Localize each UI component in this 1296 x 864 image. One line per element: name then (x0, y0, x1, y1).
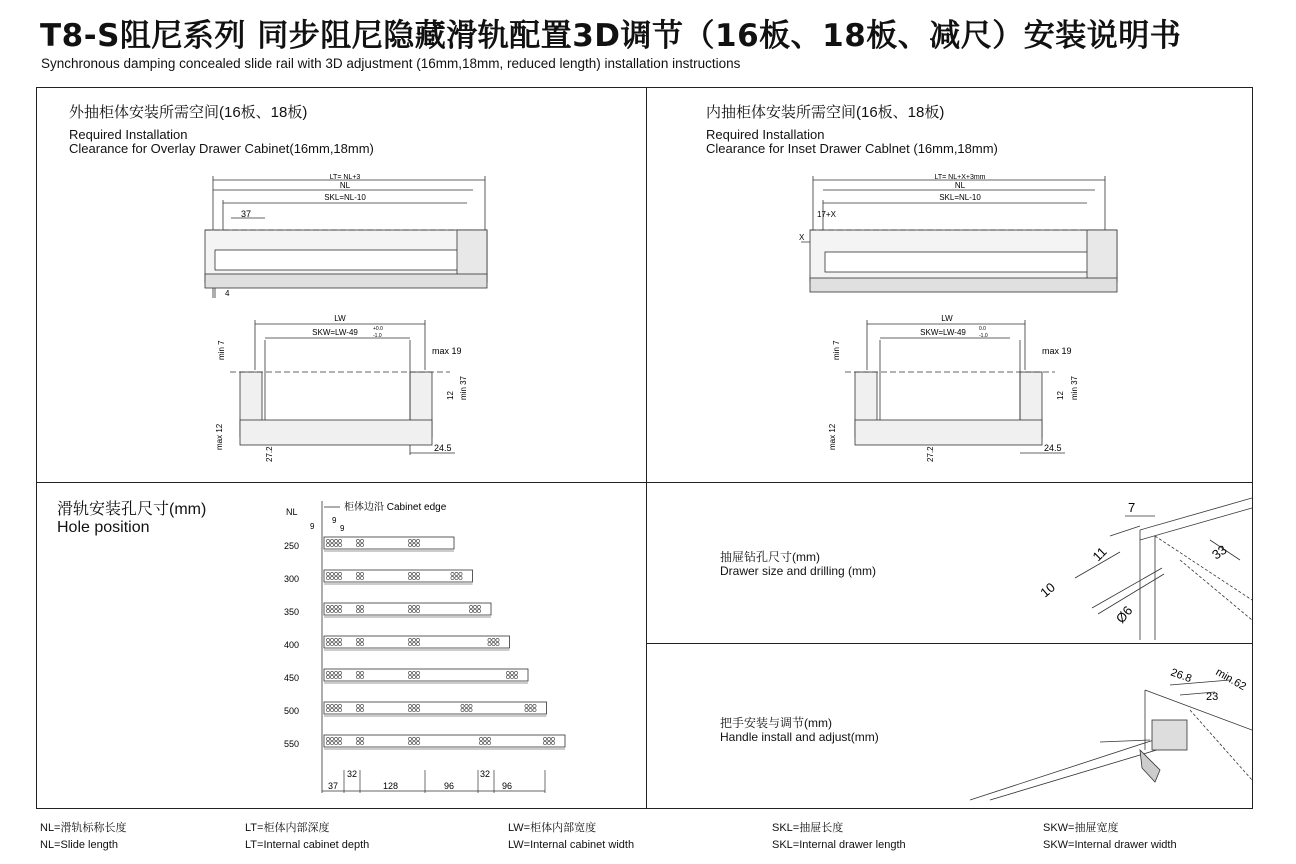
inset-dim-skl: SKL=NL-10 (939, 193, 981, 202)
overlay-dim-lw: LW (334, 314, 346, 323)
legend-lt (245, 820, 369, 854)
drill-dim-diameter: Ø6 (1112, 603, 1136, 626)
slide-rail (324, 636, 510, 648)
hole-row-label: 300 (284, 574, 300, 584)
hole-top-dim-1: 9 (310, 522, 315, 531)
overlay-dim-skw: SKW=LW-49 (312, 328, 358, 337)
overlay-dim-skw-tol-down: -1.0 (373, 333, 382, 339)
inset-panel-sub2: Clearance for Inset Drawer Cablnet (16mm,18mm) (706, 141, 998, 156)
overlay-dim-lt: LT= NL+3 (329, 174, 361, 181)
hole-row-label: 400 (284, 640, 300, 650)
legend-skw (1043, 820, 1177, 854)
legend-lt-en: LT=Internal cabinet depth (245, 839, 370, 851)
overlay-dim-4: 4 (225, 289, 230, 298)
hole-nl-label: NL (286, 507, 298, 517)
overlay-dim-27-2: 27.2 (265, 446, 274, 462)
hole-position-chart (280, 495, 570, 795)
page-title: T8-S阻尼系列 同步阻尼隐藏滑轨配置3D调节（16板、18板、减尺）安装说明书 (40, 18, 1182, 54)
legend-nl (40, 820, 127, 854)
hole-row-label: 550 (284, 739, 300, 749)
hole-bottom-dim-4: 96 (444, 781, 455, 791)
inset-panel-title: 内抽柜体安装所需空间(16板、18板) (706, 104, 945, 121)
inset-dim-lt: LT= NL+X+3mm (934, 174, 986, 181)
page-subtitle: Synchronous damping concealed slide rail with 3D adjustment (16mm,18mm, reduced length) installation instructions (41, 56, 741, 71)
drill-diagram (1030, 490, 1252, 640)
slide-rail (324, 735, 565, 747)
legend-nl-cn: NL=滑轨标称长度 (40, 822, 127, 834)
overlay-panel-sub1: Required Installation (69, 127, 188, 142)
overlay-dim-12: 12 (446, 391, 455, 400)
inset-dim-x: X (799, 233, 805, 242)
hole-top-dim-3: 9 (340, 524, 345, 533)
handle-label-en: Handle install and adjust(mm) (720, 730, 879, 744)
overlay-panel-title: 外抽柜体安装所需空间(16板、18板) (69, 104, 308, 121)
inset-dim-min37: min 37 (1070, 375, 1079, 400)
hole-row-label: 450 (284, 673, 300, 683)
drill-label-cn: 抽屉钻孔尺寸(mm) (720, 550, 820, 564)
divider-vertical (646, 87, 647, 809)
inset-front-view-diagram (825, 310, 1085, 470)
legend-skw-cn: SKW=抽屉宽度 (1043, 822, 1119, 834)
inset-dim-27-2: 27.2 (926, 446, 935, 462)
hole-bottom-dim-1: 37 (328, 781, 339, 791)
divider-horizontal (36, 482, 1253, 483)
slide-rail (324, 537, 454, 549)
legend-lw-en: LW=Internal cabinet width (508, 839, 635, 851)
hole-bottom-dim-6: 96 (502, 781, 513, 791)
overlay-dim-max12: max 12 (215, 423, 224, 450)
divider-horizontal-right (646, 643, 1253, 644)
slide-rail (324, 570, 473, 582)
drill-dim-10: 10 (1037, 579, 1059, 601)
legend-nl-en: NL=Slide length (40, 839, 118, 851)
overlay-side-view-diagram (195, 170, 495, 300)
inset-dim-max19: max 19 (1042, 346, 1072, 356)
drill-dim-7: 7 (1128, 500, 1136, 515)
overlay-panel-sub2: Clearance for Overlay Drawer Cabinet(16mm,18mm) (69, 141, 374, 156)
handle-dim-23: 23 (1206, 691, 1219, 703)
inset-dim-skw-tol-up: 0.0 (979, 326, 986, 332)
overlay-dim-max19: max 19 (432, 346, 462, 356)
overlay-dim-min7: min 7 (217, 340, 226, 360)
overlay-dim-24-5: 24.5 (434, 443, 452, 453)
inset-dim-skw-tol-down: -1.0 (979, 333, 988, 339)
legend-skl-en: SKL=Internal drawer length (772, 839, 906, 851)
cabinet-edge-label: 柜体边沿 Cabinet edge (344, 502, 447, 513)
hole-title-en: Hole position (57, 519, 150, 536)
overlay-dim-min37: min 37 (459, 375, 468, 400)
hole-bottom-dim-3: 128 (383, 781, 399, 791)
slide-rail (324, 669, 528, 681)
hole-row-label: 350 (284, 607, 300, 617)
legend-lw-cn: LW=柜体内部宽度 (508, 822, 597, 834)
hole-row-label: 500 (284, 706, 300, 716)
slide-rail (324, 603, 491, 615)
hole-bottom-dim-2: 32 (347, 769, 358, 779)
drill-dim-11: 11 (1089, 543, 1110, 565)
legend-skw-en: SKW=Internal drawer width (1043, 839, 1177, 851)
handle-diagram (960, 650, 1252, 808)
inset-dim-skw: SKW=LW-49 (920, 328, 966, 337)
overlay-dim-nl: NL (339, 181, 351, 190)
legend-lt-cn: LT=柜体内部深度 (245, 822, 330, 834)
inset-dim-max12: max 12 (828, 423, 837, 450)
inset-dim-12: 12 (1056, 391, 1065, 400)
inset-dim-nl: NL (954, 181, 966, 190)
inset-dim-24-5: 24.5 (1044, 443, 1062, 453)
drill-dim-33: 33 (1209, 541, 1230, 563)
overlay-dim-skw-tol-up: +0.0 (373, 326, 383, 332)
legend-skl (772, 820, 906, 854)
handle-dim-min62: min.62 (1213, 666, 1249, 694)
inset-dim-lw: LW (941, 314, 953, 323)
hole-row-label: 250 (284, 541, 300, 551)
handle-dim-26-8: 26.8 (1168, 666, 1194, 686)
handle-label-cn: 把手安装与调节(mm) (720, 716, 832, 730)
overlay-dim-37: 37 (241, 209, 252, 219)
inset-dim-min7: min 7 (832, 340, 841, 360)
hole-bottom-dim-5: 32 (480, 769, 491, 779)
overlay-front-view-diagram (210, 310, 470, 470)
inset-dim-17x: 17+X (817, 210, 836, 219)
overlay-dim-skl: SKL=NL-10 (324, 193, 366, 202)
legend-lw (508, 820, 634, 854)
hole-panel-title (57, 501, 206, 537)
inset-panel-sub1: Required Installation (706, 127, 825, 142)
slide-rail (324, 702, 547, 714)
hole-title-cn: 滑轨安装孔尺寸(mm) (57, 501, 207, 518)
drill-label-en: Drawer size and drilling (mm) (720, 564, 877, 578)
inset-side-view-diagram (795, 170, 1125, 300)
hole-top-dim-2: 9 (332, 516, 337, 525)
legend-skl-cn: SKL=抽屉长度 (772, 822, 844, 834)
